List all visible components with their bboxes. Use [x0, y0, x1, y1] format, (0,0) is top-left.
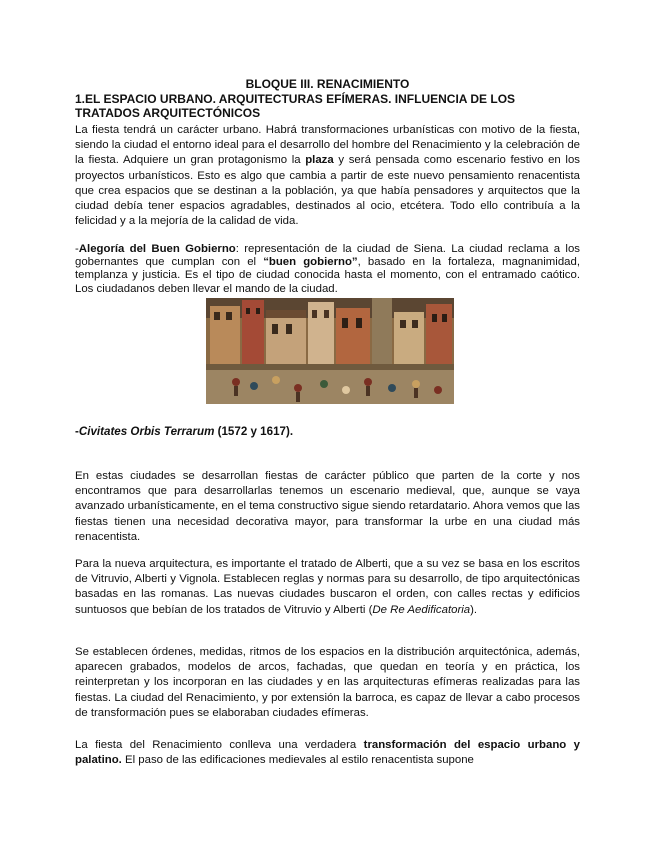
painting-image	[206, 298, 454, 404]
italic-run: De Re Aedificatoria	[372, 603, 471, 616]
text-run: -	[75, 243, 79, 255]
text-run: ).	[470, 603, 478, 616]
text-run: Para la nueva arquitectura, es importante el tratado de Alberti, que a su vez se basa en los escritos de Vitruvio, Alberti y Vignola. Establecen reglas y normas para su desarrollo, de tipo arquitectónicas basadas en las romanas. Las nuevas ciudades buscaron el orden, con calles rectas y edificios suntuosos que bebían de los tratados de Vitruvio y Alberti (	[75, 558, 580, 616]
bold-run: (1572 y 1617).	[214, 425, 294, 438]
page-heading: BLOQUE III. RENACIMIENTO	[245, 77, 410, 91]
text-run: , basado en la fortaleza, magnanimidad, templanza y justicia. Es el tipo de ciudad conocida hasta el momento, con el entramado caótico. Los ciudadanos deben llevar el mando de la ciudad.	[75, 256, 580, 295]
paragraph-ordenes: Se establecen órdenes, medidas, ritmos de los espacios en la distribución arquitectónica, además, aparecen grabados, modelos de arcos, fachadas, que quedan en teoría y en práctica, los reinterpretan y los incorporan en las ciudades y en las arquitecturas efímeras realizadas para las fiestas. La ciudad del Renacimiento, y por extensión la barroca, es capaz de llevar a cabo procesos de transformación pues se elaboraban ciudades efímeras.	[75, 646, 580, 719]
bold-run: Alegoría del Buen Gobierno	[78, 243, 236, 255]
bold-run: -	[75, 425, 79, 438]
paragraph-transformacion	[75, 738, 580, 768]
text-run: : representación de la ciudad de Siena. La ciudad reclama a los gobernantes que cumplan con el	[75, 243, 580, 269]
paragraph-fiesta-urbana	[75, 123, 580, 229]
siena-fresco-illustration	[206, 298, 454, 404]
bold-run: transformación del espacio urbano y palatino.	[75, 739, 580, 767]
italic-run: Civitates Orbis Terrarum	[78, 425, 215, 438]
text-run: y será pensada como escenario festivo en los proyectos urbanísticos. Esto es algo que cambia a partir de este nuevo pensamiento renacentista que crea espacios que se destinan a la población, ya que había pensadores y arquitectos que la ciudad debía tener espacios agradables, destinados al ocio, etcétera. Todo ello contribuía a la felicidad y a la mejoría de la calidad de vida.	[75, 154, 580, 228]
paragraph-tratado-alberti	[75, 557, 580, 618]
text-run: La fiesta del Renacimiento conlleva una verdadera	[75, 739, 364, 751]
paragraph-civitates	[75, 424, 580, 439]
section-title: 1.EL ESPACIO URBANO. ARQUITECTURAS EFÍMERAS. INFLUENCIA DE LOS TRATADOS ARQUITECTÓNICOS	[75, 92, 516, 120]
bold-run: plaza	[305, 154, 334, 167]
text-run: El paso de las edificaciones medievales al estilo renacentista supone	[121, 754, 474, 767]
text-run: La fiesta tendrá un carácter urbano. Habrá transformaciones urbanísticas con motivo de la fiesta, siendo la ciudad el entorno ideal para el desarrollo del hombre del Renacimiento y la celebración de la fiesta. Adquiere un gran protagonismo la	[75, 124, 580, 167]
paragraph-fiestas-publicas: En estas ciudades se desarrollan fiestas de carácter público que parten de la corte y nos encontramos que para desarrollarlas tenemos un escenario medieval, que, aunque se vaya avanzado urbanísticamente, en el tema constructivo sigue siendo retardatario. Ahora vemos que las fiestas tienen una necesidad decorativa mayor, para transformar la urbe en una ciudad más renacentista.	[75, 470, 580, 543]
bold-run: “buen gobierno”	[263, 256, 358, 269]
paragraph-buen-gobierno	[75, 243, 580, 296]
